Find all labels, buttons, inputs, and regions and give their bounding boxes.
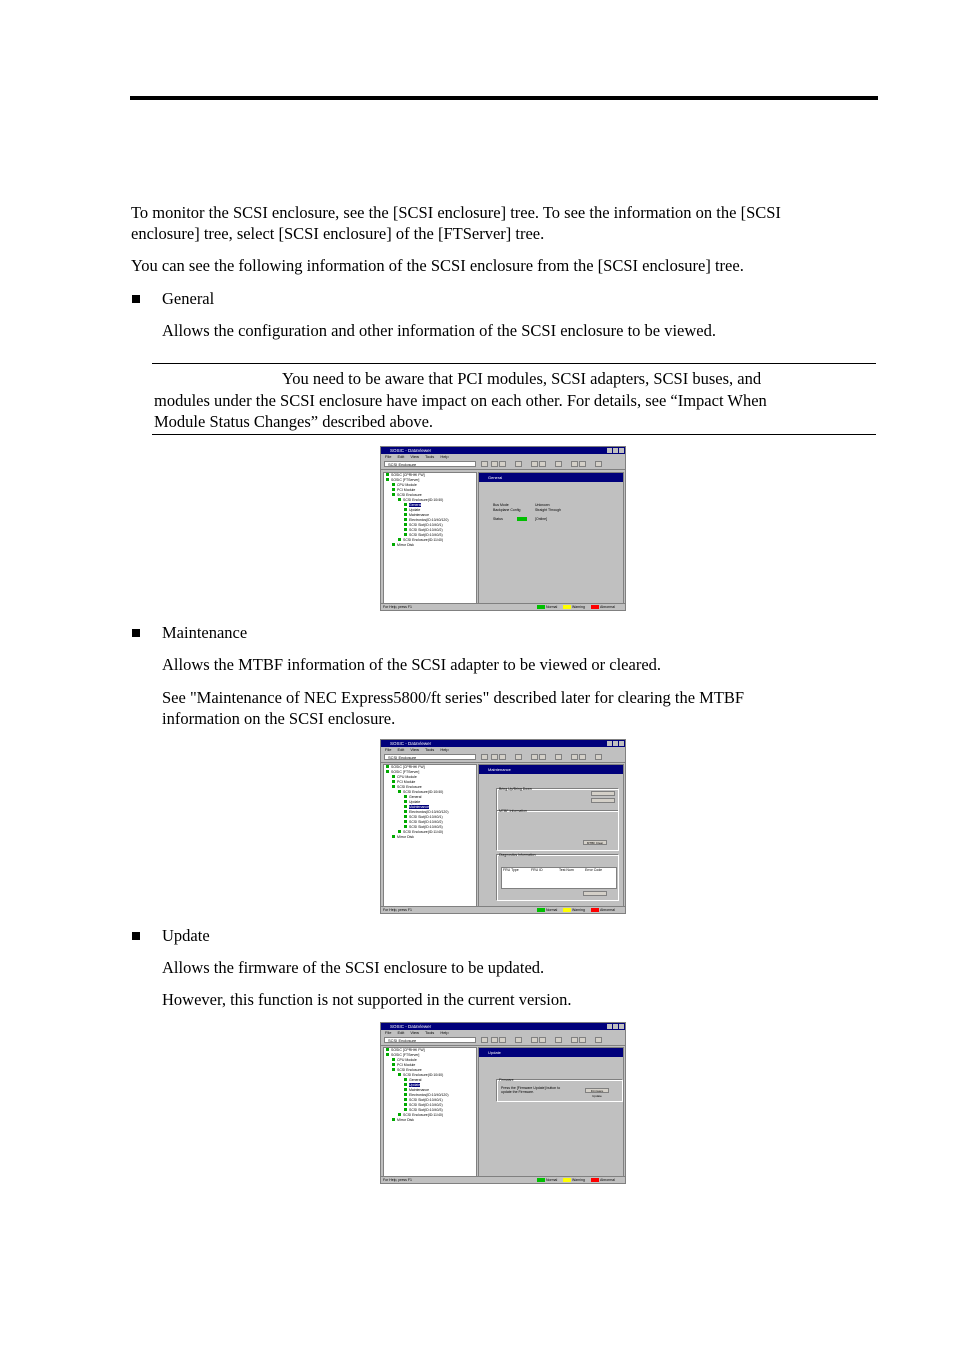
general-description: Allows the configuration and other information of the SCSI enclosure to be viewed. [162, 321, 716, 340]
maintenance-note-line-2: information on the SCSI enclosure. [162, 709, 396, 728]
update-note: However, this function is not supported in the current version. [162, 990, 572, 1009]
bullet-square-icon [132, 629, 140, 637]
note-line-2: modules under the SCSI enclosure have impact on each other. For details, see “Impact When [154, 390, 767, 410]
update-heading: Update [132, 925, 210, 946]
screenshot-general: SOSIC - DataViewer File Edit View Tools Help SCSI Enclosure SOSIC [CPRHHI FW] SOSIC [FTServer] CPU Module PCI Module SCSI Enclosure SCSI Enclosure(ID:10/40) General Update Maintenance Electronics(ID:10/40/120) SCSI Slot(ID:10/40/1) SCSI Slot(ID:10/40/2) SCSI Slot(ID:10/40/3) SCSI Enclosure(ID:11/40) Mirror Disk General Bus Mode Unknown Backplane Config Straight Through Status [Online] For Help, press F1 Normal Warning Abnormal [380, 446, 626, 611]
note-line-1: You need to be aware that PCI modules, SCSI adapters, SCSI buses, and [282, 369, 762, 388]
maintenance-description: Allows the MTBF information of the SCSI adapter to be viewed or cleared. [162, 655, 662, 674]
intro-paragraph-2: You can see the following information of the SCSI enclosure from the [SCSI enclosure] tree. [131, 256, 744, 275]
intro-line-1: To monitor the SCSI enclosure, see the [SCSI enclosure] tree. To see the information on the [SCSI [131, 203, 781, 222]
maintenance-note-line-1: See "Maintenance of NEC Express5800/ft series" described later for clearing the MTBF [162, 688, 745, 707]
screenshot-update: SOSIC - DataViewer File Edit View Tools Help SCSI Enclosure SOSIC [CPRHHI FW] SOSIC [FTServer] CPU Module PCI Module SCSI Enclosure SCSI Enclosure(ID:10/40) General Update Maintenance Electronics(ID:10/40/120) SCSI Slot(ID:10/40/1) SCSI Slot(ID:10/40/2) SCSI Slot(ID:10/40/3) SCSI Enclosure(ID:11/40) Mirror Disk Update Firmware Press the [Firmware Update] button to update the Firmware. Firmware Update For Help, press F1 Normal Warning Abnormal [380, 1022, 626, 1184]
general-heading: General [132, 288, 214, 309]
update-description: Allows the firmware of the SCSI enclosure to be updated. [162, 958, 545, 977]
maintenance-heading: Maintenance [132, 622, 247, 643]
intro-line-2: enclosure] tree, select [SCSI enclosure] of the [FTServer] tree. [131, 224, 545, 243]
screenshot-maintenance: SOSIC - DataViewer File Edit View Tools Help SCSI Enclosure SOSIC [CPRHHI FW] SOSIC [FTServer] CPU Module PCI Module SCSI Enclosure SCSI Enclosure(ID:10/40) General Update Maintenance Electronics(ID:10/40/120) SCSI Slot(ID:10/40/1) SCSI Slot(ID:10/40/2) SCSI Slot(ID:10/40/3) SCSI Enclosure(ID:11/40) Mirror Disk Maintenance Bring Up/Bring Down MTBF Information MTBF Clear Diagnostics Information FRU Type FRU ID Test Num Error Code For Help, press F1 Normal Warning Abnormal [380, 739, 626, 914]
note-line-3: Module Status Changes” described above. [154, 412, 434, 431]
bullet-square-icon [132, 295, 140, 303]
important-note [152, 363, 876, 435]
header-rule [130, 96, 878, 100]
bullet-square-icon [132, 932, 140, 940]
